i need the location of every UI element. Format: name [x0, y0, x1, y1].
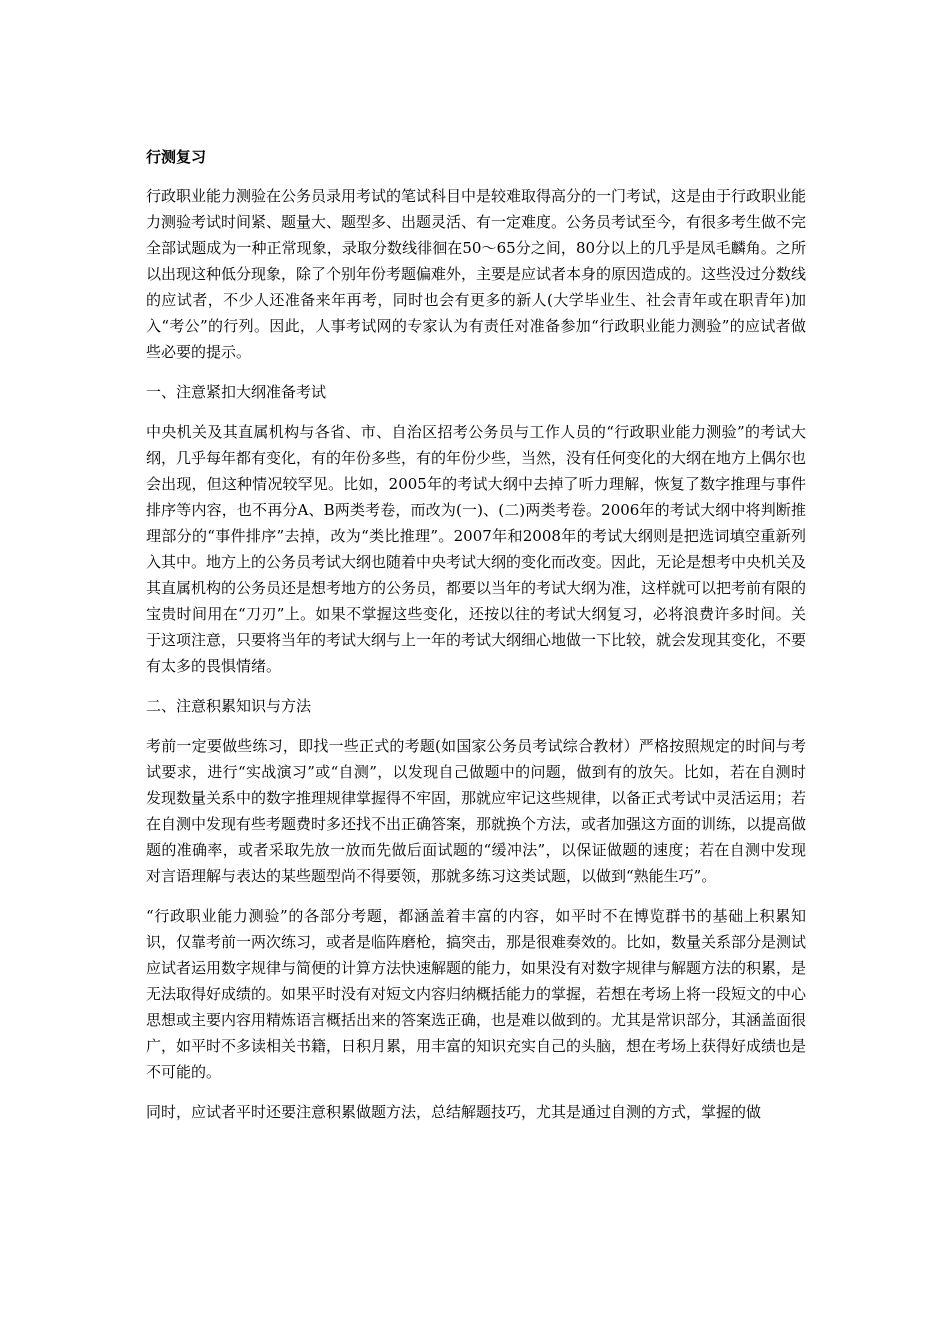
- section-heading: 一、注意紧扣大纲准备考试: [146, 383, 327, 401]
- document-page: [146, 144, 806, 1139]
- paragraph: 行政职业能力测验在公务员录用考试的笔试科目中是较难取得高分的一门考试，这是由于行政职业能力测验考试时间紧、题量大、题型多、出题灵活、有一定难度。公务员考试至今，有很多考生做不完全部试题成为一种正常现象，录取分数线徘徊在50～65分之间，80分以上的几乎是凤毛麟角。之所以出现这种低分现象，除了个别年份考题偏难外，主要是应试者本身的原因造成的。这些没过分数线的应试者，不少人还准备来年再考，同时也会有更多的新人(大学毕业生、社会青年或在职青年)加入“考公”的行列。因此，人事考试网的专家认为有责任对准备参加“行政职业能力测验”的应试者做些必要的提示。: [146, 187, 807, 361]
- paragraph: 考前一定要做些练习，即找一些正式的考题(如国家公务员考试综合教材）严格按照规定的时间与考试要求，进行“实战演习”或“自测”，以发现自己做题中的问题，做到有的放矢。比如，若在自测时发现数量关系中的数字推理规律掌握得不牢固，那就应牢记这些规律，以备正式考试中灵活运用；若在自测中发现有些考题费时多还找不出正确答案，那就换个方法，或者加强这方面的训练，以提高做题的准确率，或者采取先放一放而先做后面试题的“缓冲法”，以保证做题的速度；若在自测中发现对言语理解与表达的某些题型尚不得要领，那就多练习这类试题，以做到“熟能生巧”。: [146, 737, 807, 885]
- document-body: [146, 183, 806, 1125]
- paragraph: 同时，应试者平时还要注意积累做题方法，总结解题技巧，尤其是通过自测的方式，掌握的做: [146, 1103, 762, 1121]
- paragraph: “行政职业能力测验”的各部分考题，都涵盖着丰富的内容，如平时不在博览群书的基础上积累知识，仅靠考前一两次练习，或者是临阵磨枪，搞突击，那是很难奏效的。比如，数量关系部分是测试应试者运用数字规律与简便的计算方法快速解题的能力，如果没有对数字规律与解题方法的积累，是无法取得好成绩的。如果平时没有对短文内容归纳概括能力的掌握，若想在考场上将一段短文的中心思想或主要内容用精炼语言概括出来的答案选正确，也是难以做到的。尤其是常识部分，其涵盖面很广，如平时不多读相关书籍，日积月累，用丰富的知识充实自己的头脑，想在考场上获得好成绩也是不可能的。: [146, 907, 807, 1081]
- section-heading: 二、注意积累知识与方法: [146, 697, 312, 715]
- document-title: 行测复习: [146, 148, 207, 166]
- paragraph: 中央机关及其直属机构与各省、市、自治区招考公务员与工作人员的“行政职业能力测验”的考试大纲，几乎每年都有变化，有的年份多些，有的年份少些，当然，没有任何变化的大纲在地方上偶尔也会出现，但这种情况较罕见。比如，2005年的考试大纲中去掉了听力理解，恢复了数字推理与事件排序等内容，也不再分A、B两类考卷，而改为(一)、(二)两类考卷。2006年的考试大纲中将判断推理部分的“事件排序”去掉，改为“类比推理”。2007年和2008年的考试大纲则是把选词填空重新列入其中。地方上的公务员考试大纲也随着中央考试大纲的变化而改变。因此，无论是想考中央机关及其直属机构的公务员还是想考地方的公务员，都要以当年的考试大纲为准，这样就可以把考前有限的宝贵时间用在“刀刃”上。如果不掌握这些变化，还按以往的考试大纲复习，必将浪费许多时间。关于这项注意，只要将当年的考试大纲与上一年的考试大纲细心地做一下比较，就会发现其变化，不要有太多的畏惧情绪。: [146, 423, 807, 675]
